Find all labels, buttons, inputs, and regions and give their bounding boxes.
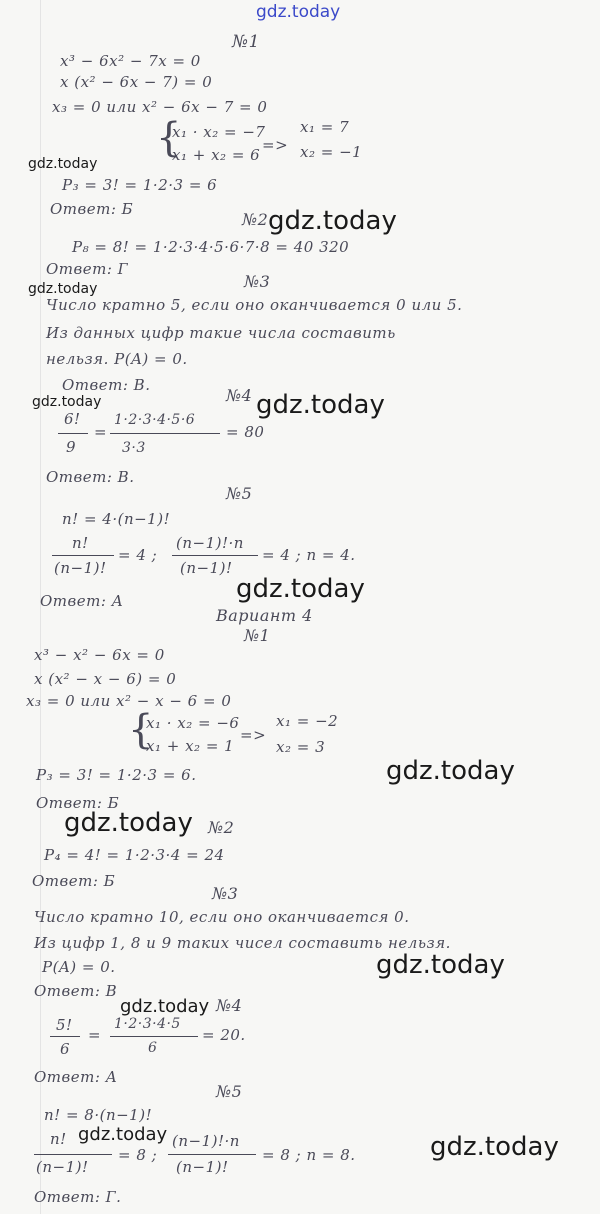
- fraction-bar: [58, 433, 88, 434]
- equation-line: n! = 4·(n−1)!: [62, 510, 171, 528]
- problem-number: №1: [232, 32, 260, 52]
- answer: Ответ: А: [34, 1068, 118, 1086]
- implies-arrow: =>: [262, 136, 289, 154]
- text-line: P(A) = 0.: [42, 958, 116, 976]
- equation-line: P₈ = 8! = 1·2·3·4·5·6·7·8 = 40 320: [72, 238, 350, 256]
- fraction-bar: [34, 1154, 112, 1155]
- text-line: нельзя. P(A) = 0.: [46, 350, 188, 368]
- watermark: gdz.today: [430, 1132, 559, 1162]
- fraction-numerator: 6!: [64, 410, 81, 428]
- text-line: Число кратно 5, если оно оканчивается 0 или 5.: [46, 296, 463, 314]
- equation-line: P₃ = 3! = 1·2·3 = 6.: [36, 766, 197, 784]
- watermark: gdz.today: [32, 394, 102, 410]
- answer: Ответ: В.: [62, 376, 151, 394]
- fraction-denominator: 6: [60, 1040, 71, 1058]
- system-line: x₁ + x₂ = 6: [172, 146, 261, 164]
- result-value: = 80: [226, 423, 265, 441]
- root-value: x₁ = 7: [300, 118, 350, 136]
- watermark: gdz.today: [78, 1124, 168, 1145]
- fraction-bar: [110, 433, 220, 434]
- text-line: Из цифр 1, 8 и 9 таких чисел составить нельзя.: [34, 934, 451, 952]
- answer: Ответ: В.: [46, 468, 135, 486]
- root-value: x₂ = 3: [276, 738, 326, 756]
- system-line: x₁ · x₂ = −6: [146, 714, 240, 732]
- watermark: gdz.today: [256, 390, 385, 420]
- equation-line: x (x² − x − 6) = 0: [34, 670, 177, 688]
- root-value: x₂ = −1: [300, 143, 363, 161]
- fraction-numerator: 1·2·3·4·5: [114, 1016, 181, 1032]
- problem-number: №4: [216, 996, 243, 1015]
- text-line: Из данных цифр такие числа составить: [46, 324, 396, 342]
- fraction-denominator: (n−1)!: [36, 1158, 89, 1176]
- system-line: x₁ · x₂ = −7: [172, 123, 266, 141]
- equation-line: P₄ = 4! = 1·2·3·4 = 24: [44, 846, 225, 864]
- answer: Ответ: Б: [32, 872, 116, 890]
- implies-arrow: =>: [240, 726, 267, 744]
- equation-line: x³ − 6x² − 7x = 0: [60, 52, 201, 70]
- equation-line: x (x² − 6x − 7) = 0: [60, 73, 213, 91]
- fraction-numerator: 5!: [56, 1016, 73, 1034]
- fraction-numerator: n!: [72, 534, 89, 552]
- problem-number: №4: [226, 386, 253, 405]
- fraction-bar: [172, 555, 258, 556]
- problem-number: №3: [212, 884, 239, 903]
- fraction-denominator: 6: [148, 1040, 158, 1056]
- fraction-denominator: (n−1)!: [180, 559, 233, 577]
- system-line: x₁ + x₂ = 1: [146, 737, 235, 755]
- equals-sign: =: [88, 1026, 102, 1044]
- equals-sign: =: [94, 423, 108, 441]
- problem-number: №5: [216, 1082, 243, 1101]
- text-line: Число кратно 10, если оно оканчивается 0.: [34, 908, 410, 926]
- fraction-bar: [110, 1036, 198, 1037]
- fraction-numerator: n!: [50, 1130, 67, 1148]
- fraction-bar: [168, 1154, 256, 1155]
- watermark: gdz.today: [28, 281, 98, 297]
- watermark: gdz.today: [268, 206, 397, 236]
- system-brace: {: [128, 707, 154, 753]
- result-value: = 8 ;: [118, 1146, 158, 1164]
- result-value: = 8 ; n = 8.: [262, 1146, 356, 1164]
- equation-line: n! = 8·(n−1)!: [44, 1106, 153, 1124]
- answer: Ответ: Г.: [34, 1188, 122, 1206]
- problem-number: №2: [208, 818, 235, 837]
- watermark: gdz.today: [386, 756, 515, 786]
- watermark-top: gdz.today: [256, 2, 341, 22]
- fraction-denominator: (n−1)!: [176, 1158, 229, 1176]
- fraction-denominator: (n−1)!: [54, 559, 107, 577]
- fraction-numerator: (n−1)!·n: [172, 1132, 240, 1150]
- problem-number: №3: [244, 272, 271, 291]
- fraction-denominator: 3·3: [122, 440, 146, 456]
- fraction-denominator: 9: [66, 438, 77, 456]
- fraction-numerator: (n−1)!·n: [176, 534, 244, 552]
- result-value: = 4 ; n = 4.: [262, 546, 356, 564]
- equation-line: P₃ = 3! = 1·2·3 = 6: [62, 176, 218, 194]
- equation-line: x₃ = 0 или x² − 6x − 7 = 0: [52, 98, 268, 116]
- system-brace: {: [156, 115, 182, 161]
- fraction-numerator: 1·2·3·4·5·6: [114, 412, 196, 428]
- watermark: gdz.today: [376, 950, 505, 980]
- fraction-bar: [50, 1036, 80, 1037]
- problem-number: №5: [226, 484, 253, 503]
- fraction-bar: [52, 555, 114, 556]
- equation-line: x₃ = 0 или x² − x − 6 = 0: [26, 692, 232, 710]
- variant-heading: Вариант 4: [216, 606, 313, 625]
- equation-line: x³ − x² − 6x = 0: [34, 646, 165, 664]
- watermark: gdz.today: [236, 574, 365, 604]
- problem-number: №2: [242, 210, 269, 229]
- answer: Ответ: А: [40, 592, 124, 610]
- answer: Ответ: В: [34, 982, 118, 1000]
- result-value: = 20.: [202, 1026, 246, 1044]
- watermark: gdz.today: [64, 808, 193, 838]
- watermark: gdz.today: [28, 156, 98, 172]
- result-value: = 4 ;: [118, 546, 158, 564]
- root-value: x₁ = −2: [276, 712, 339, 730]
- answer: Ответ: Б: [50, 200, 134, 218]
- problem-number: №1: [244, 626, 271, 645]
- answer: Ответ: Г: [46, 260, 129, 278]
- answer: Ответ: Б: [36, 794, 120, 812]
- watermark: gdz.today: [120, 996, 210, 1017]
